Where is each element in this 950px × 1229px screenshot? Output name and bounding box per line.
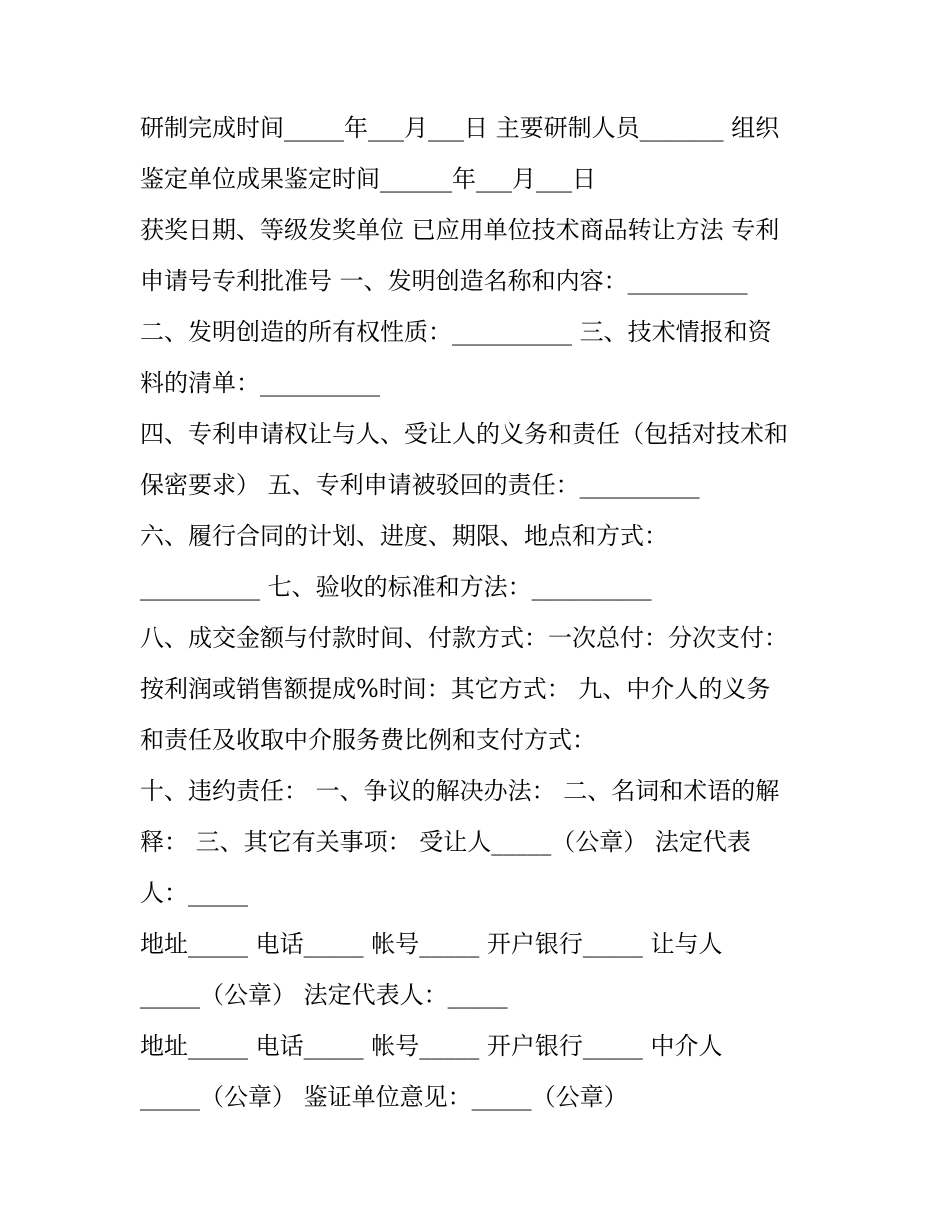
text-line-13: 和责任及收取中介服务费比例和支付方式： — [140, 726, 596, 754]
text-line-19: 地址_____ 电话_____ 帐号_____ 开户银行_____ 中介人 — [140, 1032, 723, 1060]
text-line-1: 研制完成时间_____年___月___日 主要研制人员_______ 组织 — [140, 114, 780, 142]
text-line-11: 八、成交金额与付款时间、付款方式：一次总付：分次支付： — [140, 624, 788, 652]
text-line-16: 人：_____ — [140, 879, 248, 907]
text-line-20: _____（公章） 鉴证单位意见：_____（公章） — [140, 1083, 628, 1111]
text-line-6: 料的清单：__________ — [140, 369, 380, 397]
text-line-14: 十、违约责任： 一、争议的解决办法： 二、名词和术语的解 — [140, 777, 780, 805]
text-line-4: 申请号专利批准号 一、发明创造名称和内容：__________ — [140, 267, 748, 295]
text-line-17: 地址_____ 电话_____ 帐号_____ 开户银行_____ 让与人 — [140, 930, 723, 958]
text-line-7: 四、专利申请权让与人、受让人的义务和责任（包括对技术和 — [140, 420, 788, 448]
text-line-2: 鉴定单位成果鉴定时间______年___月___日 — [140, 165, 596, 193]
text-line-5: 二、发明创造的所有权性质：__________ 三、技术情报和资 — [140, 318, 772, 346]
text-line-18: _____（公章） 法定代表人：_____ — [140, 981, 508, 1009]
text-line-8: 保密要求） 五、专利申请被驳回的责任：__________ — [140, 471, 700, 499]
text-line-9: 六、履行合同的计划、进度、期限、地点和方式： — [140, 522, 668, 550]
text-line-12: 按利润或销售额提成%时间：其它方式： 九、中介人的义务 — [140, 675, 771, 703]
text-line-3: 获奖日期、等级发奖单位 已应用单位技术商品转让方法 专利 — [140, 216, 780, 244]
text-line-10: __________ 七、验收的标准和方法：__________ — [140, 573, 652, 601]
text-line-15: 释： 三、其它有关事项： 受让人_____（公章） 法定代表 — [140, 828, 751, 856]
